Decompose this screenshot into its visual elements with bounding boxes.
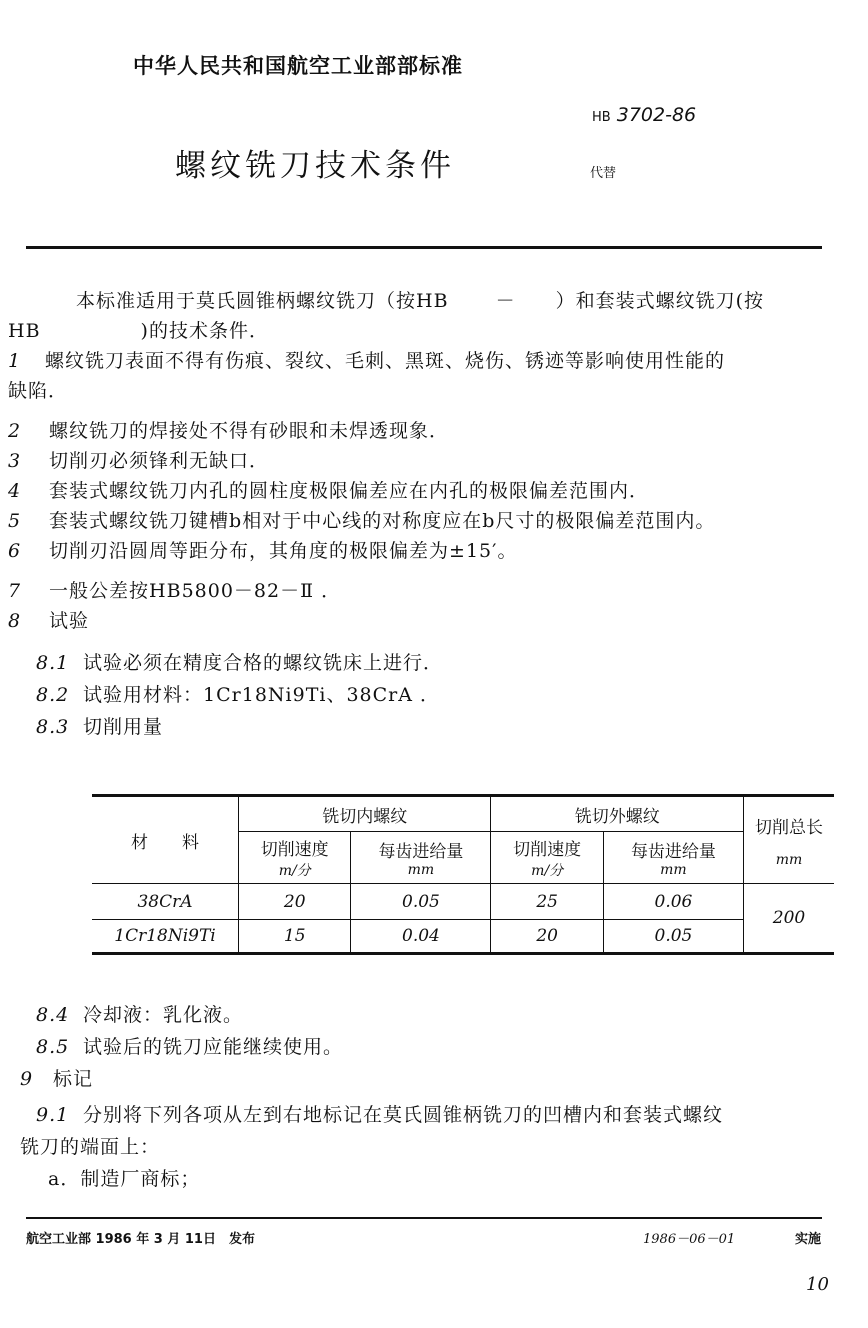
clause-9-1-item-a: a．制造厂商标；: [48, 1168, 201, 1190]
clause-8-2: [36, 680, 440, 707]
clause-1-continued: 缺陷．: [8, 380, 69, 402]
clause-text: 试验用材料：1Cr18Ni9Ti、38CrA ．: [83, 684, 441, 706]
clause-number: 9.1: [36, 1104, 70, 1126]
clause-number: 8.1: [36, 652, 70, 674]
cell-material: 38CrA: [92, 884, 239, 920]
clause-9-1: [36, 1100, 723, 1127]
effective-label: 实施: [795, 1232, 822, 1247]
clause-text: 螺纹铣刀表面不得有伤痕、裂纹、毛刺、黑斑、烧伤、锈迹等影响使用性能的: [45, 350, 726, 372]
clause-number: 8: [8, 610, 22, 632]
clause-number: 8.2: [36, 684, 70, 706]
header-internal-thread: 铣切内螺纹: [239, 796, 491, 832]
clause-number: 4: [8, 480, 22, 502]
cell-ext-speed: 25: [491, 884, 603, 920]
header-material: 材 料: [92, 796, 239, 884]
clause-5: [8, 506, 715, 533]
clause-9-1-continued: 铣刀的端面上：: [20, 1136, 161, 1158]
clause-9: [20, 1064, 93, 1091]
document-title: 螺纹铣刀技术条件: [175, 148, 455, 184]
clause-number: 8.5: [36, 1036, 70, 1058]
speed-unit: m/分: [531, 863, 564, 879]
standard-code: [592, 104, 696, 126]
replaces-label: 代替: [590, 166, 617, 181]
clause-text: 切削刃沿圆周等距分布，其角度的极限偏差为±15′。: [49, 540, 518, 562]
header-external-thread: 铣切外螺纹: [491, 796, 744, 832]
cell-int-speed: 20: [239, 884, 351, 920]
page-number: 10: [806, 1274, 829, 1295]
clause-text: 试验: [49, 610, 90, 632]
clause-number: 7: [8, 580, 22, 602]
standard-code-prefix: HB: [592, 110, 611, 125]
clause-3: [8, 446, 269, 473]
speed-label: 切削速度: [513, 840, 582, 860]
intro-line-1: 本标准适用于莫氏圆锥柄螺纹铣刀（按HB － ）和套装式螺纹铣刀(按: [76, 290, 764, 312]
header-divider: [26, 246, 822, 249]
feed-unit: mm: [660, 862, 687, 878]
cell-total-length: 200: [744, 884, 835, 954]
issue-info: 航空工业部 1986 年 3 月 11日 发布: [26, 1232, 255, 1247]
total-length-unit: mm: [775, 851, 803, 868]
cutting-parameters-table: [92, 794, 834, 955]
clause-number: 1: [8, 350, 22, 372]
clause-text: 切削刃必须锋利无缺口．: [49, 450, 270, 472]
cell-int-feed: 0.05: [351, 884, 491, 920]
effective-date: 1986－06－01: [643, 1232, 736, 1247]
clause-text: 试验必须在精度合格的螺纹铣床上进行．: [83, 652, 444, 674]
table-row: [92, 920, 834, 954]
clause-text: 切削用量: [83, 716, 164, 738]
clause-text: 标记: [53, 1068, 94, 1090]
speed-unit: m/分: [278, 863, 311, 879]
clause-2: [8, 416, 449, 443]
clause-8: [8, 606, 89, 633]
header-external-speed: [491, 832, 603, 884]
cell-int-feed: 0.04: [351, 920, 491, 954]
clause-text: 冷却液：乳化液。: [83, 1004, 244, 1026]
clause-number: 3: [8, 450, 22, 472]
intro-line-2: HB )的技术条件．: [8, 320, 269, 342]
clause-number: 6: [8, 540, 22, 562]
clause-text: 螺纹铣刀的焊接处不得有砂眼和未焊透现象．: [49, 420, 450, 442]
clause-text: 试验后的铣刀应能继续使用。: [83, 1036, 344, 1058]
issuing-organization: 中华人民共和国航空工业部部标准: [133, 54, 463, 78]
header-internal-speed: [239, 832, 351, 884]
header-internal-feed: [351, 832, 491, 884]
feed-label: 每齿进给量: [630, 842, 716, 862]
cell-int-speed: 15: [239, 920, 351, 954]
clause-6: [8, 536, 517, 563]
clause-8-4: [36, 1000, 243, 1027]
table-row: [92, 884, 834, 920]
header-total-length: [744, 796, 835, 884]
footer-divider: [26, 1217, 822, 1219]
clause-number: 8.4: [36, 1004, 70, 1026]
clause-number: 2: [8, 420, 22, 442]
clause-1: [8, 346, 725, 373]
cell-material: 1Cr18Ni9Ti: [92, 920, 239, 954]
clause-8-3: [36, 712, 163, 739]
clause-text: 套装式螺纹铣刀键槽b相对于中心线的对称度应在b尺寸的极限偏差范围内。: [49, 510, 716, 532]
feed-label: 每齿进给量: [378, 842, 464, 862]
total-length-label: 切削总长: [755, 817, 823, 838]
clause-8-5: [36, 1032, 343, 1059]
cell-ext-speed: 20: [491, 920, 603, 954]
feed-unit: mm: [407, 862, 435, 878]
cell-ext-feed: 0.06: [603, 884, 743, 920]
speed-label: 切削速度: [260, 840, 329, 860]
clause-number: 9: [20, 1068, 34, 1090]
clause-text: 套装式螺纹铣刀内孔的圆柱度极限偏差应在内孔的极限偏差范围内．: [49, 480, 650, 502]
clause-text: 一般公差按HB5800－82－Ⅱ ．: [49, 580, 342, 602]
clause-8-1: [36, 648, 443, 675]
clause-4: [8, 476, 649, 503]
clause-number: 8.3: [36, 716, 70, 738]
standard-code-number: 3702-86: [616, 104, 697, 126]
clause-7: [8, 576, 341, 603]
header-external-feed: [603, 832, 743, 884]
clause-number: 5: [8, 510, 22, 532]
clause-text: 分别将下列各项从左到右地标记在莫氏圆锥柄铣刀的凹槽内和套装式螺纹: [83, 1104, 724, 1126]
cell-ext-feed: 0.05: [603, 920, 743, 954]
